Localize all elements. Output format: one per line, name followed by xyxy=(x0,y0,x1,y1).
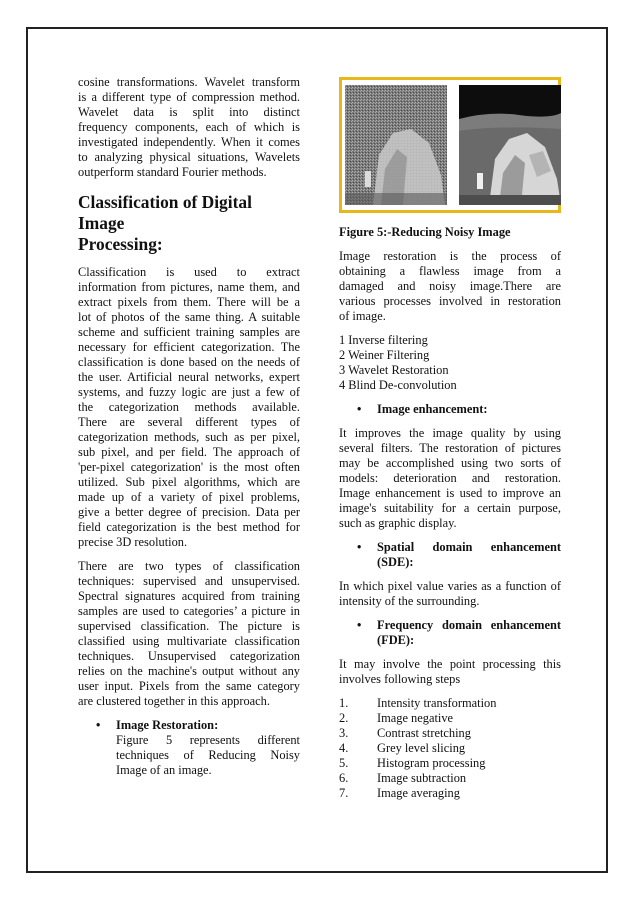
spacer xyxy=(339,417,561,426)
text-line: investigated independently. When it comes xyxy=(78,135,300,149)
text-line: utilized. Sub pixel algorithms, which are xyxy=(78,475,300,489)
spacer xyxy=(339,648,561,657)
text-line: 'per-pixel categorization' is the most often xyxy=(78,460,300,474)
text-line: techniques of Reducing Noisy xyxy=(116,748,300,762)
text-line: classification is done based on the needs of xyxy=(78,355,300,369)
spacer xyxy=(339,570,561,579)
enhancement-paragraph xyxy=(339,426,561,531)
text-line: outperform standard Fourier methods. xyxy=(78,165,267,179)
text-line: cosine transformations. Wavelet transform xyxy=(78,75,300,89)
text-line: techniques: supervised and unsupervised. xyxy=(78,574,300,588)
bullet-icon: • xyxy=(357,402,362,416)
list-item: 1 Inverse filtering xyxy=(339,333,428,347)
left-column xyxy=(78,75,300,778)
text-line: are clustered together in this approach. xyxy=(78,694,270,708)
figure-5 xyxy=(339,77,561,213)
frequency-paragraph xyxy=(339,657,561,687)
step-number: 2. xyxy=(339,711,349,725)
bullet-heading: Image enhancement: xyxy=(377,402,488,416)
bullet-heading: (FDE): xyxy=(377,633,415,647)
step-text: Histogram processing xyxy=(377,756,486,770)
text-line: information from pictures, name them, and xyxy=(78,280,300,294)
restoration-paragraph xyxy=(339,249,561,324)
text-line: Spectral signatures acquired from training xyxy=(78,589,300,603)
text-line: made up of a variety of pixel problems, xyxy=(78,490,300,504)
spacer xyxy=(339,240,561,249)
text-line: Classification is used to extract xyxy=(78,265,300,279)
text-line: supervised classification. The picture is xyxy=(78,619,300,633)
text-line: user input. Pixels from the same category xyxy=(78,679,300,693)
noisy-moon-photo xyxy=(345,85,447,205)
text-line: such as graphic display. xyxy=(339,516,457,530)
bullet-spatial-domain xyxy=(339,540,561,570)
text-line: scheme and sufficient training samples are xyxy=(78,325,300,339)
text-line: samples are used to categories’ a picture in xyxy=(78,604,300,618)
text-line: Image of an image. xyxy=(116,763,212,777)
section-heading xyxy=(78,192,300,255)
steps-list xyxy=(339,696,561,801)
text-line: techniques. Unsupervised categorization xyxy=(78,649,300,663)
restored-moon-photo xyxy=(459,85,561,205)
text-line: It improves the image quality by using xyxy=(339,426,561,440)
step-text: Image subtraction xyxy=(377,771,467,785)
step-number: 4. xyxy=(339,741,349,755)
step-item xyxy=(339,741,561,756)
step-item xyxy=(339,711,561,726)
text-line: several filters. The restoration of pictures xyxy=(339,441,561,455)
step-number: 6. xyxy=(339,771,349,785)
step-text: Intensity transformation xyxy=(377,696,497,710)
restoration-list xyxy=(339,333,561,393)
bullet-image-enhancement xyxy=(339,402,561,417)
text-line: systems, and fuzzy logic are just a few of xyxy=(78,385,300,399)
step-item xyxy=(339,786,561,801)
text-line: is a different type of compression method. xyxy=(78,90,300,104)
step-item xyxy=(339,696,561,711)
noisy-moon-photo-graphic xyxy=(345,85,447,205)
bullet-heading: Frequency domain enhancement xyxy=(377,618,561,632)
spacer xyxy=(78,709,300,718)
text-line: field categorization is the best method for xyxy=(78,520,300,534)
text-line: Wavelet data is split into distinct xyxy=(78,105,300,119)
text-line: image's suitability for a certain purpose, xyxy=(339,501,561,515)
text-line: of image. xyxy=(339,309,386,323)
step-text: Contrast stretching xyxy=(377,726,471,740)
bullet-icon: • xyxy=(357,618,362,632)
text-line: damaged and noisy image.There are xyxy=(339,279,561,293)
step-item xyxy=(339,726,561,741)
spacer xyxy=(339,531,561,540)
text-line: Image restoration is the process of xyxy=(339,249,561,263)
step-text: Image negative xyxy=(377,711,454,725)
spacer xyxy=(339,393,561,402)
step-number: 7. xyxy=(339,786,349,800)
step-text: Grey level slicing xyxy=(377,741,466,755)
text-line: to analyzing physical situations, Wavelets xyxy=(78,150,300,164)
text-line: There are two types of classification xyxy=(78,559,300,573)
step-number: 5. xyxy=(339,756,349,770)
spacer xyxy=(339,324,561,333)
spatial-paragraph xyxy=(339,579,561,609)
step-number: 3. xyxy=(339,726,349,740)
step-number: 1. xyxy=(339,696,349,710)
text-line: categorization methods, such as per pixel, xyxy=(78,430,300,444)
step-text: Image averaging xyxy=(377,786,460,800)
text-line: It may involve the point processing this xyxy=(339,657,561,671)
text-line: There are several different types of xyxy=(78,415,300,429)
text-line: give a better degree of precision. Data per xyxy=(78,505,300,519)
bullet-heading: Spatial domain enhancement xyxy=(377,540,561,554)
spacer xyxy=(339,609,561,618)
list-item: 2 Weiner Filtering xyxy=(339,348,430,362)
text-line: sub pixel, and per field. The approach of xyxy=(78,445,300,459)
techniques-paragraph xyxy=(78,559,300,709)
classification-paragraph xyxy=(78,265,300,550)
bullet-icon: • xyxy=(357,540,362,554)
spacer xyxy=(339,687,561,696)
text-line: lot of photos of the same thing. A suitable xyxy=(78,310,300,324)
section-heading-line: Processing: xyxy=(78,234,163,254)
step-item xyxy=(339,756,561,771)
bullet-heading: (SDE): xyxy=(377,555,414,569)
text-line: models: deterioration and restoration. xyxy=(339,471,561,485)
figure-divider xyxy=(447,80,456,210)
text-line: obtaining a flawless image from a xyxy=(339,264,561,278)
list-item: 3 Wavelet Restoration xyxy=(339,363,449,377)
bullet-heading: Image Restoration: xyxy=(116,718,219,732)
text-line: Figure 5 represents different xyxy=(116,733,300,747)
text-line: may be accomplished using two sorts of xyxy=(339,456,561,470)
bullet-icon: • xyxy=(96,718,101,732)
intro-paragraph xyxy=(78,75,300,180)
text-line: necessary for efficient categorization. The xyxy=(78,340,300,354)
text-line: involves following steps xyxy=(339,672,461,686)
text-line: In which pixel value varies as a function of xyxy=(339,579,561,593)
bullet-frequency-domain xyxy=(339,618,561,648)
list-item: 4 Blind De-convolution xyxy=(339,378,457,392)
restored-moon-photo-graphic xyxy=(459,85,561,205)
spacer xyxy=(78,550,300,559)
section-heading-line: Classification of Digital Image xyxy=(78,192,252,233)
text-line: the user. Artificial neural networks, expert xyxy=(78,370,300,384)
right-column xyxy=(339,75,561,801)
text-line: various processes involved in restoration xyxy=(339,294,561,308)
text-line: relies on the machine's output without any xyxy=(78,664,300,678)
bullet-image-restoration xyxy=(78,718,300,778)
text-line: classified using multivariate classification xyxy=(78,634,300,648)
text-line: the categorization methods available. xyxy=(78,400,300,414)
text-line: frequency components, each of which is xyxy=(78,120,300,134)
text-line: precise 3D resolution. xyxy=(78,535,188,549)
text-line: Image enhancement is used to improve an xyxy=(339,486,561,500)
figure-caption: Figure 5:-Reducing Noisy Image xyxy=(339,225,511,239)
text-line: intensity of the surrounding. xyxy=(339,594,480,608)
step-item xyxy=(339,771,561,786)
text-line: extract pixels from them. There will be a xyxy=(78,295,300,309)
